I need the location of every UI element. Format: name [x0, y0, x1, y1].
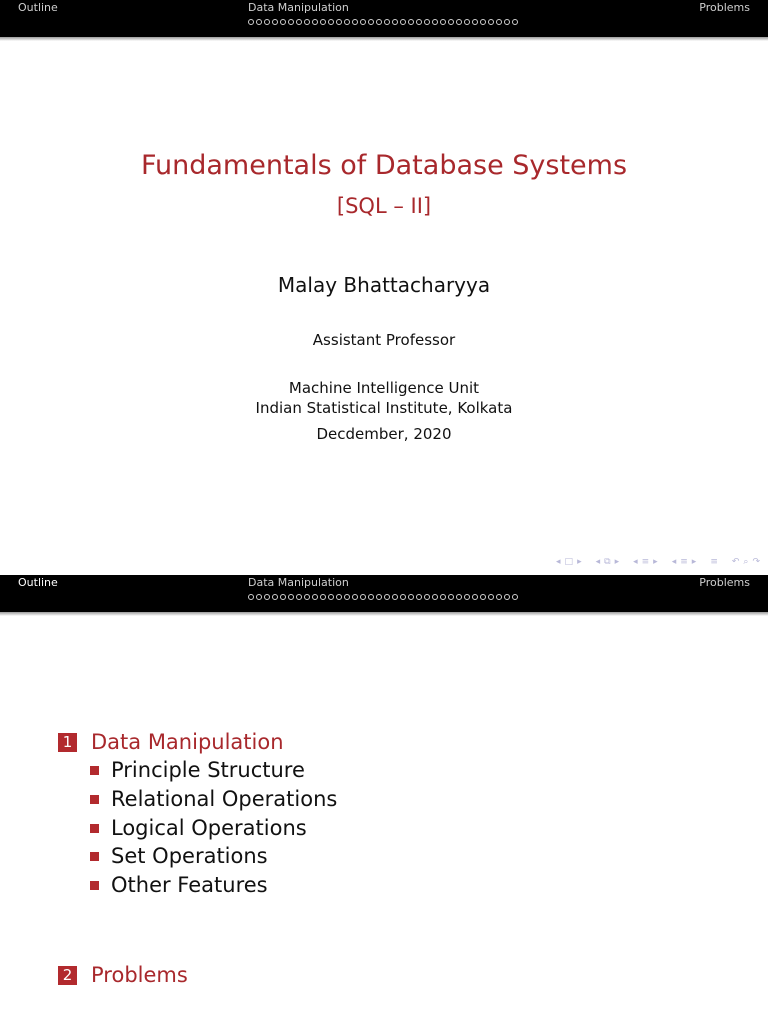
next-subsection-icon[interactable]: ▸: [614, 557, 620, 567]
nav-dot[interactable]: [288, 19, 294, 25]
nav-data-manipulation[interactable]: Data Manipulation: [248, 1, 349, 14]
subsection-label: Logical Operations: [111, 816, 307, 840]
nav-dot[interactable]: [496, 594, 502, 600]
nav-dot[interactable]: [464, 19, 470, 25]
nav-dot[interactable]: [256, 19, 262, 25]
nav-dot[interactable]: [440, 594, 446, 600]
institute-unit: Machine Intelligence Unit: [288, 379, 480, 397]
author-position: Assistant Professor: [312, 331, 456, 349]
nav-problems[interactable]: Problems: [699, 1, 750, 14]
document-icon[interactable]: ≡: [680, 557, 688, 567]
nav-dot[interactable]: [416, 19, 422, 25]
nav-dot[interactable]: [336, 594, 342, 600]
toc-subsection-principle-structure[interactable]: [90, 758, 305, 782]
toc-subsection-set-operations[interactable]: [90, 844, 268, 868]
slide-outline: [0, 575, 768, 1024]
appendix-icon[interactable]: ≡: [710, 557, 718, 567]
nav-dot[interactable]: [328, 594, 334, 600]
nav-dot[interactable]: [456, 594, 462, 600]
nav-dot[interactable]: [320, 594, 326, 600]
bullet-icon: [90, 852, 99, 861]
nav-dot[interactable]: [312, 19, 318, 25]
prev-frame-icon[interactable]: ◂: [556, 557, 561, 567]
nav-progress-dots: [248, 592, 520, 602]
nav-dot[interactable]: [368, 19, 374, 25]
nav-dot[interactable]: [296, 594, 302, 600]
nav-dot[interactable]: [416, 594, 422, 600]
nav-dot[interactable]: [480, 594, 486, 600]
presentation-subtitle: [SQL – II]: [336, 194, 432, 218]
section-number: 2: [58, 966, 77, 985]
prev-section-icon[interactable]: ◂: [633, 557, 638, 567]
nav-dot[interactable]: [408, 594, 414, 600]
nav-problems[interactable]: Problems: [699, 576, 750, 589]
nav-dot[interactable]: [360, 594, 366, 600]
frame-icon[interactable]: □: [564, 557, 574, 567]
nav-dot[interactable]: [320, 19, 326, 25]
toc-subsection-other-features[interactable]: [90, 873, 268, 897]
nav-outline[interactable]: Outline: [18, 1, 58, 14]
nav-dot[interactable]: [408, 19, 414, 25]
next-section-icon[interactable]: ▸: [653, 557, 658, 567]
nav-dot[interactable]: [432, 594, 438, 600]
nav-outline[interactable]: Outline: [18, 576, 58, 589]
nav-dot[interactable]: [440, 19, 446, 25]
nav-dot[interactable]: [360, 19, 366, 25]
nav-dot[interactable]: [504, 594, 510, 600]
prev-document-icon[interactable]: ◂: [671, 557, 677, 567]
nav-dot[interactable]: [384, 594, 390, 600]
nav-dot[interactable]: [256, 594, 262, 600]
nav-dot[interactable]: [264, 19, 270, 25]
nav-dot[interactable]: [280, 19, 286, 25]
nav-dot[interactable]: [344, 19, 350, 25]
nav-dot[interactable]: [376, 19, 382, 25]
section-label: Problems: [91, 963, 188, 987]
navigation-bar: [0, 0, 768, 37]
nav-dot[interactable]: [448, 19, 454, 25]
nav-dot[interactable]: [312, 594, 318, 600]
nav-dot[interactable]: [392, 19, 398, 25]
nav-dot[interactable]: [248, 594, 254, 600]
presentation-date: Decdember, 2020: [316, 425, 452, 443]
back-icon[interactable]: ↶: [731, 557, 740, 567]
nav-dot[interactable]: [392, 594, 398, 600]
subsection-label: Relational Operations: [111, 787, 338, 811]
nav-dot[interactable]: [248, 19, 254, 25]
section-number: 1: [58, 733, 77, 752]
nav-dot[interactable]: [456, 19, 462, 25]
nav-dot[interactable]: [304, 19, 310, 25]
nav-dot[interactable]: [512, 594, 518, 600]
beamer-navigation-controls: [556, 555, 760, 569]
bullet-icon: [90, 766, 99, 775]
nav-dot[interactable]: [400, 594, 406, 600]
search-icon[interactable]: ⌕: [743, 557, 749, 567]
nav-dot[interactable]: [280, 594, 286, 600]
presentation-title: Fundamentals of Database Systems: [140, 150, 628, 181]
navigation-bar: [0, 575, 768, 612]
nav-dot[interactable]: [512, 19, 518, 25]
subsection-label: Principle Structure: [111, 758, 305, 782]
nav-dot[interactable]: [472, 594, 478, 600]
nav-dot[interactable]: [424, 594, 430, 600]
nav-dot[interactable]: [488, 594, 494, 600]
nav-dot[interactable]: [448, 594, 454, 600]
navbar-shadow: [0, 37, 768, 41]
nav-dot[interactable]: [464, 594, 470, 600]
nav-data-manipulation[interactable]: Data Manipulation: [248, 576, 349, 589]
author-name: Malay Bhattacharyya: [277, 273, 491, 297]
forward-icon[interactable]: ↷: [752, 557, 760, 567]
nav-progress-dots: [248, 17, 520, 27]
nav-dot[interactable]: [424, 19, 430, 25]
nav-dot[interactable]: [368, 594, 374, 600]
nav-dot[interactable]: [400, 19, 406, 25]
subsection-label: Set Operations: [111, 844, 268, 868]
nav-dot[interactable]: [272, 19, 278, 25]
nav-dot[interactable]: [328, 19, 334, 25]
next-document-icon[interactable]: ▸: [691, 557, 697, 567]
bullet-icon: [90, 795, 99, 804]
section-icon[interactable]: ≡: [641, 557, 650, 567]
nav-dot[interactable]: [504, 19, 510, 25]
nav-dot[interactable]: [432, 19, 438, 25]
nav-dot[interactable]: [272, 594, 278, 600]
toc-subsection-logical-operations[interactable]: [90, 816, 307, 840]
nav-dot[interactable]: [496, 19, 502, 25]
nav-dot[interactable]: [288, 594, 294, 600]
toc-section-data-manipulation[interactable]: [58, 730, 284, 754]
subsection-icon[interactable]: ⧉: [604, 557, 611, 567]
subsection-label: Other Features: [111, 873, 268, 897]
navbar-shadow: [0, 612, 768, 616]
nav-dot[interactable]: [376, 594, 382, 600]
nav-dot[interactable]: [336, 19, 342, 25]
toc-section-problems[interactable]: [58, 963, 188, 987]
section-label: Data Manipulation: [91, 730, 284, 754]
nav-dot[interactable]: [488, 19, 494, 25]
nav-dot[interactable]: [480, 19, 486, 25]
bullet-icon: [90, 881, 99, 890]
nav-dot[interactable]: [304, 594, 310, 600]
nav-dot[interactable]: [344, 594, 350, 600]
next-frame-icon[interactable]: ▸: [577, 557, 582, 567]
nav-dot[interactable]: [384, 19, 390, 25]
prev-subsection-icon[interactable]: ◂: [595, 557, 601, 567]
nav-dot[interactable]: [352, 19, 358, 25]
nav-dot[interactable]: [472, 19, 478, 25]
institute-name: Indian Statistical Institute, Kolkata: [255, 399, 513, 417]
nav-dot[interactable]: [264, 594, 270, 600]
nav-dot[interactable]: [296, 19, 302, 25]
bullet-icon: [90, 824, 99, 833]
toc-subsection-relational-operations[interactable]: [90, 787, 337, 811]
nav-dot[interactable]: [352, 594, 358, 600]
